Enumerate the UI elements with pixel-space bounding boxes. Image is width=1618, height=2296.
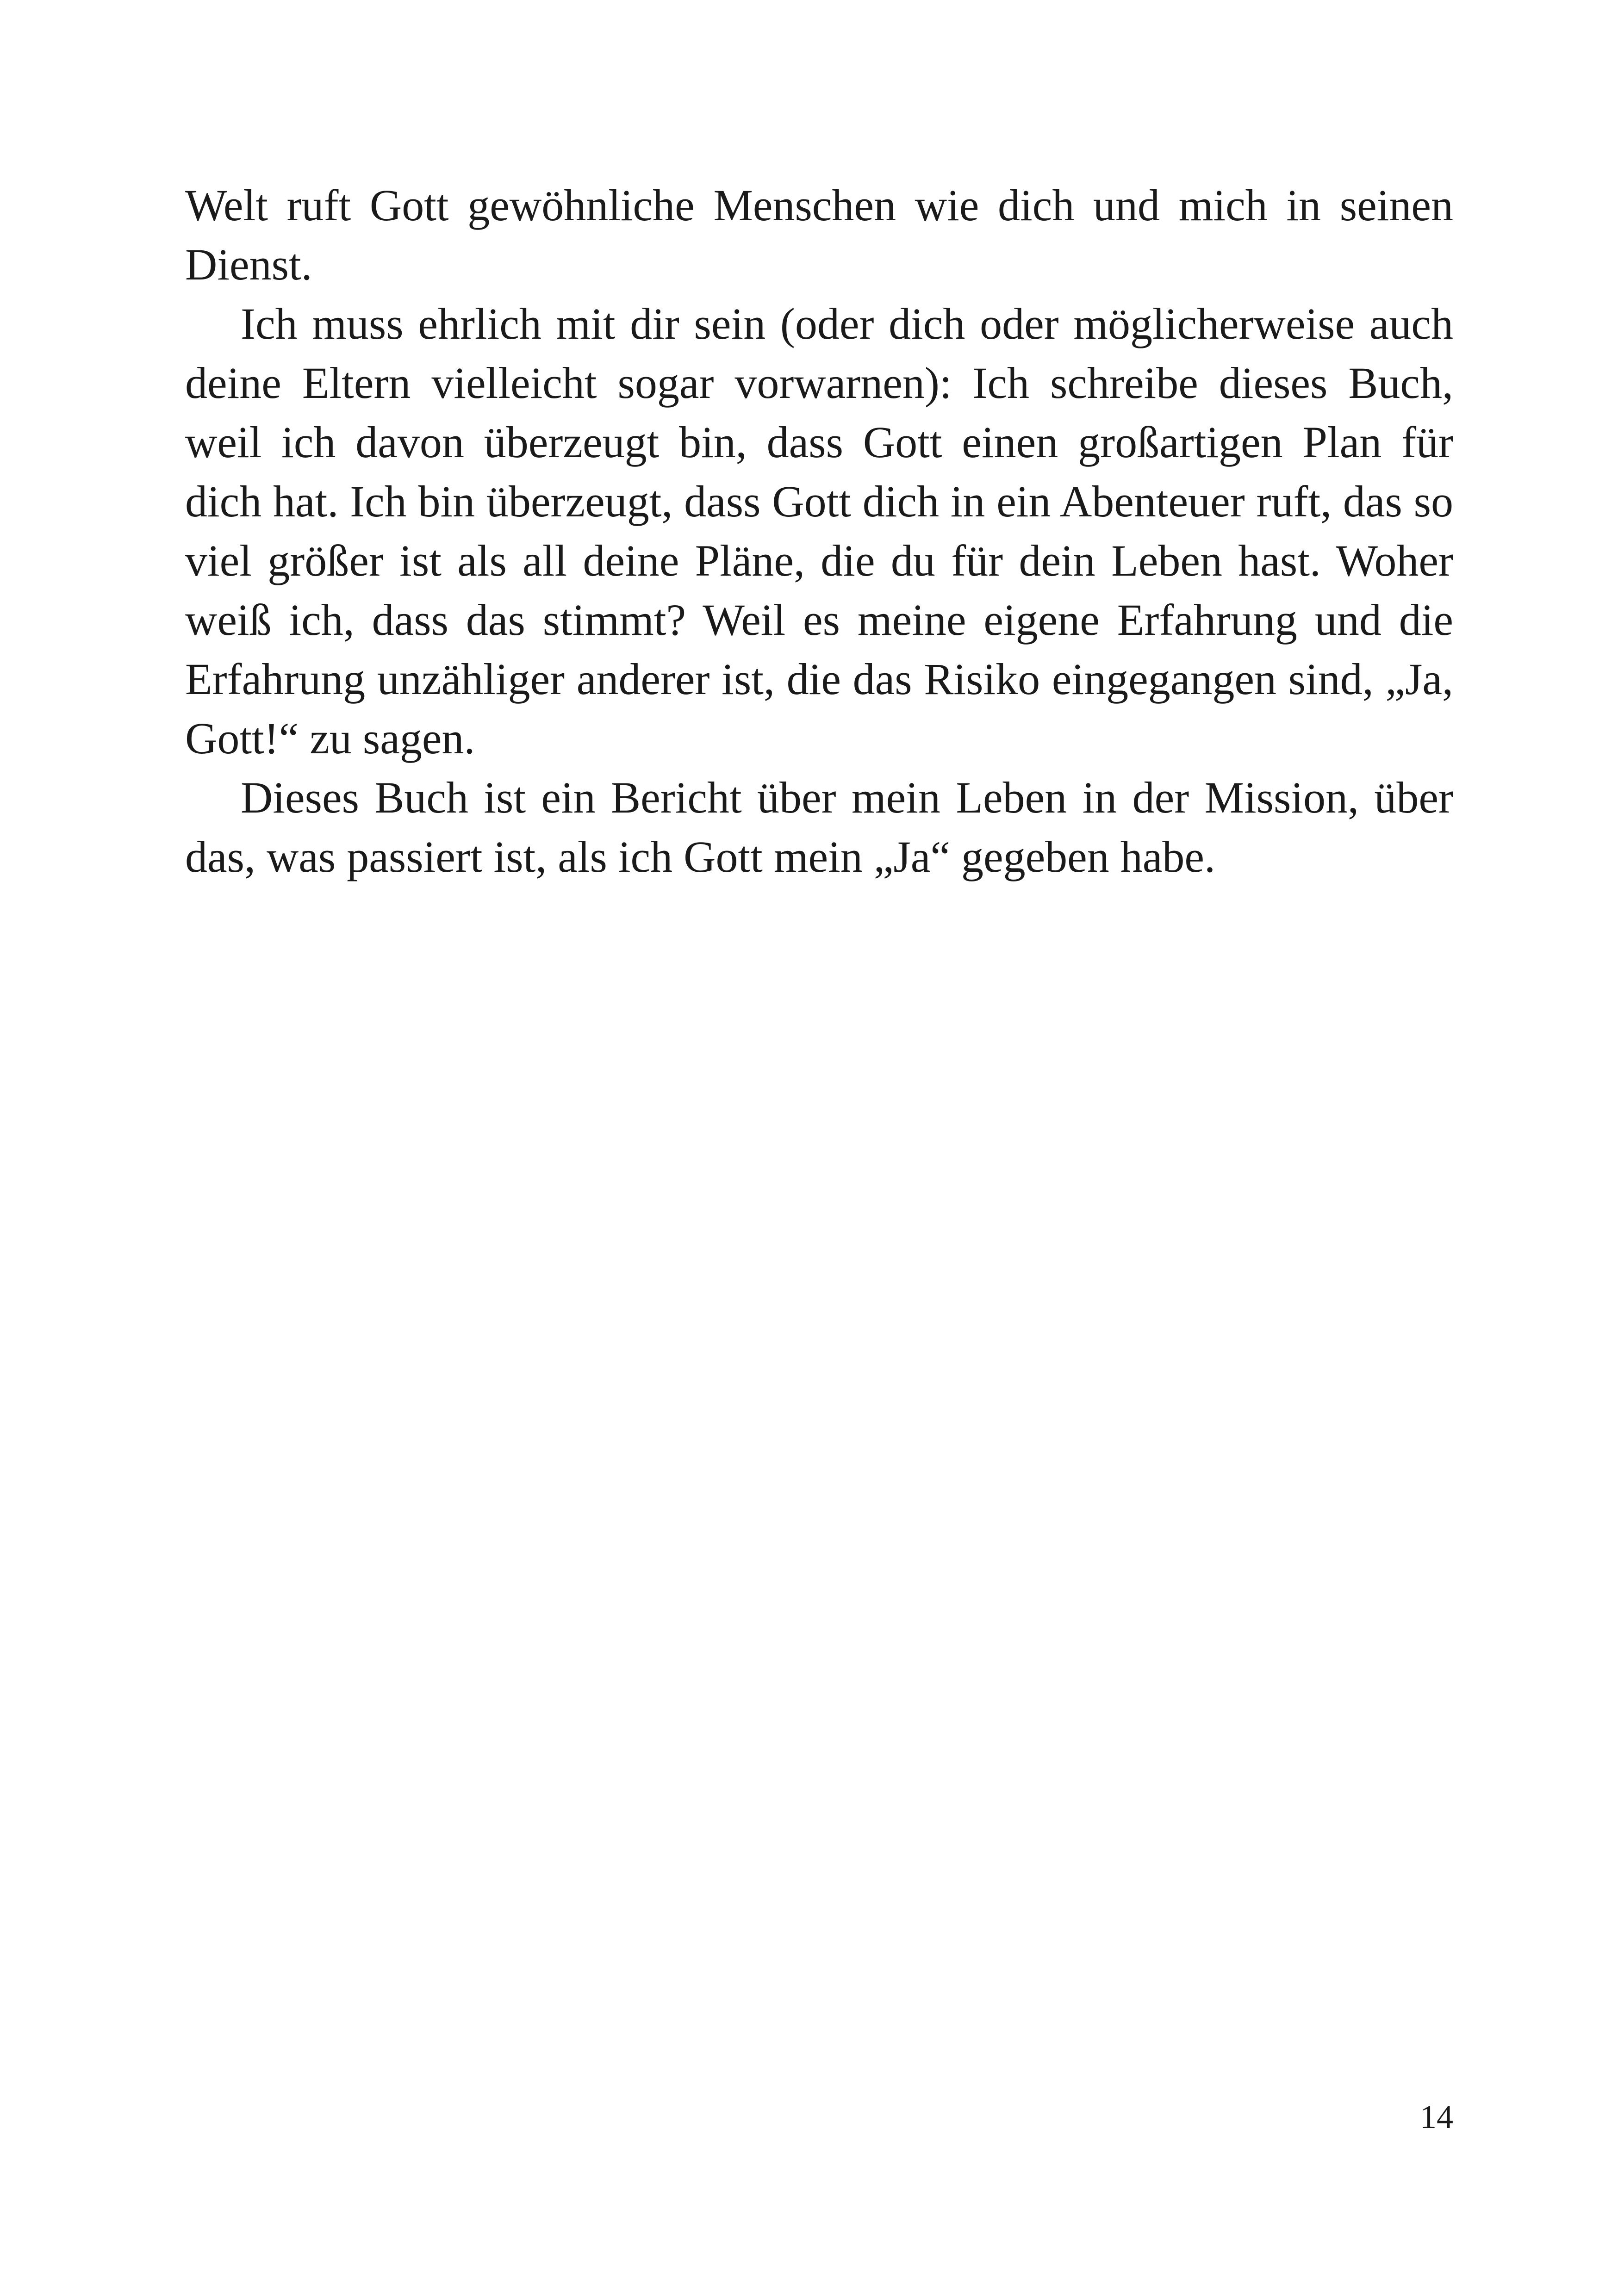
paragraph: Dieses Buch ist ein Bericht über mein Leben in der Mission, über das, was passiert ist, als ich Gott mein „Ja“ gegeben habe. [185, 773, 1453, 881]
paragraph: Ich muss ehrlich mit dir sein (oder dich oder möglicherweise auch deine Eltern vielleicht sogar vorwarnen): Ich schreibe dieses Buch, weil ich davon überzeugt bin, dass Gott einen großartigen Plan für dich hat. Ich bin überzeugt, dass Gott dich in ein Abenteuer ruft, das so viel größer ist als all deine Pläne, die du für dein Leben hast. Woher weiß ich, dass das stimmt? Weil es meine eigene Erfahrung und die Erfahrung unzähliger anderer ist, die das Risiko eingegangen sind, „Ja, Gott!“ zu sagen. [185, 299, 1453, 763]
body-text [185, 176, 1453, 887]
page-number: 14 [1420, 2098, 1453, 2135]
paragraph-continuation: Welt ruft Gott gewöhnliche Menschen wie dich und mich in seinen Dienst. [185, 180, 1453, 289]
